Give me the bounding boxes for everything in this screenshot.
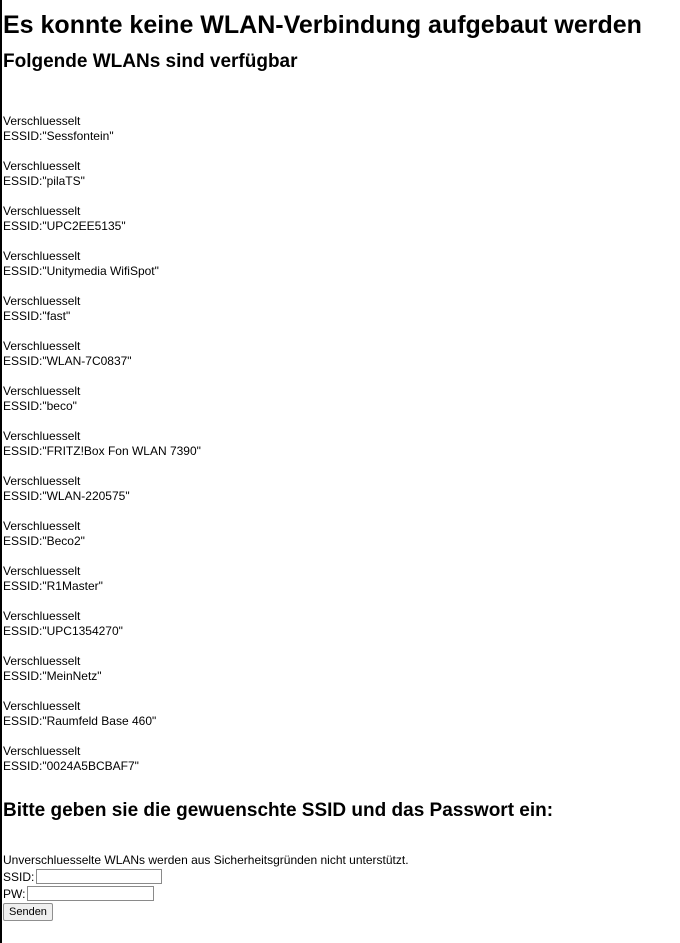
network-encryption-status: Verschluesselt: [3, 249, 81, 263]
network-essid: ESSID:"WLAN-220575": [3, 489, 130, 503]
network-encryption-status: Verschluesselt: [3, 699, 81, 713]
network-encryption-status: Verschluesselt: [3, 564, 81, 578]
network-essid: ESSID:"Sessfontein": [3, 129, 114, 143]
network-encryption-status: Verschluesselt: [3, 429, 81, 443]
network-encryption-status: Verschluesselt: [3, 744, 81, 758]
network-essid: ESSID:"fast": [3, 309, 71, 323]
ssid-label: SSID:: [3, 869, 35, 884]
network-essid: ESSID:"MeinNetz": [3, 669, 102, 683]
network-encryption-status: Verschluesselt: [3, 609, 81, 623]
network-item: [3, 249, 680, 279]
network-essid: ESSID:"Raumfeld Base 460": [3, 714, 157, 728]
password-row: [3, 885, 680, 902]
network-essid: ESSID:"FRITZ!Box Fon WLAN 7390": [3, 444, 201, 458]
network-list: [3, 114, 680, 774]
network-essid: ESSID:"UPC1354270": [3, 624, 123, 638]
network-encryption-status: Verschluesselt: [3, 204, 81, 218]
network-essid: ESSID:"UPC2EE5135": [3, 219, 126, 233]
network-item: [3, 384, 680, 414]
network-essid: ESSID:"pilaTS": [3, 174, 85, 188]
network-item: [3, 699, 680, 729]
page-title: Es konnte keine WLAN-Verbindung aufgebaut werden: [3, 11, 642, 39]
network-essid: ESSID:"0024A5BCBAF7": [3, 759, 139, 773]
network-encryption-status: Verschluesselt: [3, 654, 81, 668]
networks-heading: Folgende WLANs sind verfügbar: [3, 51, 298, 72]
unencrypted-note: Unverschluesselte WLANs werden aus Sicherheitsgründen nicht unterstützt.: [3, 853, 409, 867]
network-item: [3, 564, 680, 594]
network-item: [3, 114, 680, 144]
network-encryption-status: Verschluesselt: [3, 114, 81, 128]
network-encryption-status: Verschluesselt: [3, 294, 81, 308]
wifi-credentials-form: [3, 852, 680, 921]
network-encryption-status: Verschluesselt: [3, 519, 81, 533]
network-essid: ESSID:"WLAN-7C0837": [3, 354, 132, 368]
network-item: [3, 609, 680, 639]
network-encryption-status: Verschluesselt: [3, 159, 81, 173]
network-essid: ESSID:"beco": [3, 399, 77, 413]
network-item: [3, 294, 680, 324]
network-item: [3, 159, 680, 189]
network-item: [3, 654, 680, 684]
password-label: PW:: [3, 886, 26, 901]
network-item: [3, 519, 680, 549]
network-encryption-status: Verschluesselt: [3, 384, 81, 398]
network-encryption-status: Verschluesselt: [3, 339, 81, 353]
credentials-prompt: Bitte geben sie die gewuenschte SSID und das Passwort ein:: [3, 800, 554, 821]
password-input[interactable]: [27, 886, 154, 901]
ssid-input[interactable]: [36, 869, 162, 884]
network-item: [3, 429, 680, 459]
network-item: [3, 339, 680, 369]
send-button[interactable]: Senden: [3, 903, 53, 921]
ssid-row: [3, 868, 680, 885]
network-item: [3, 474, 680, 504]
network-item: [3, 204, 680, 234]
network-encryption-status: Verschluesselt: [3, 474, 81, 488]
network-essid: ESSID:"Beco2": [3, 534, 85, 548]
network-essid: ESSID:"R1Master": [3, 579, 103, 593]
network-essid: ESSID:"Unitymedia WifiSpot": [3, 264, 159, 278]
network-item: [3, 744, 680, 774]
